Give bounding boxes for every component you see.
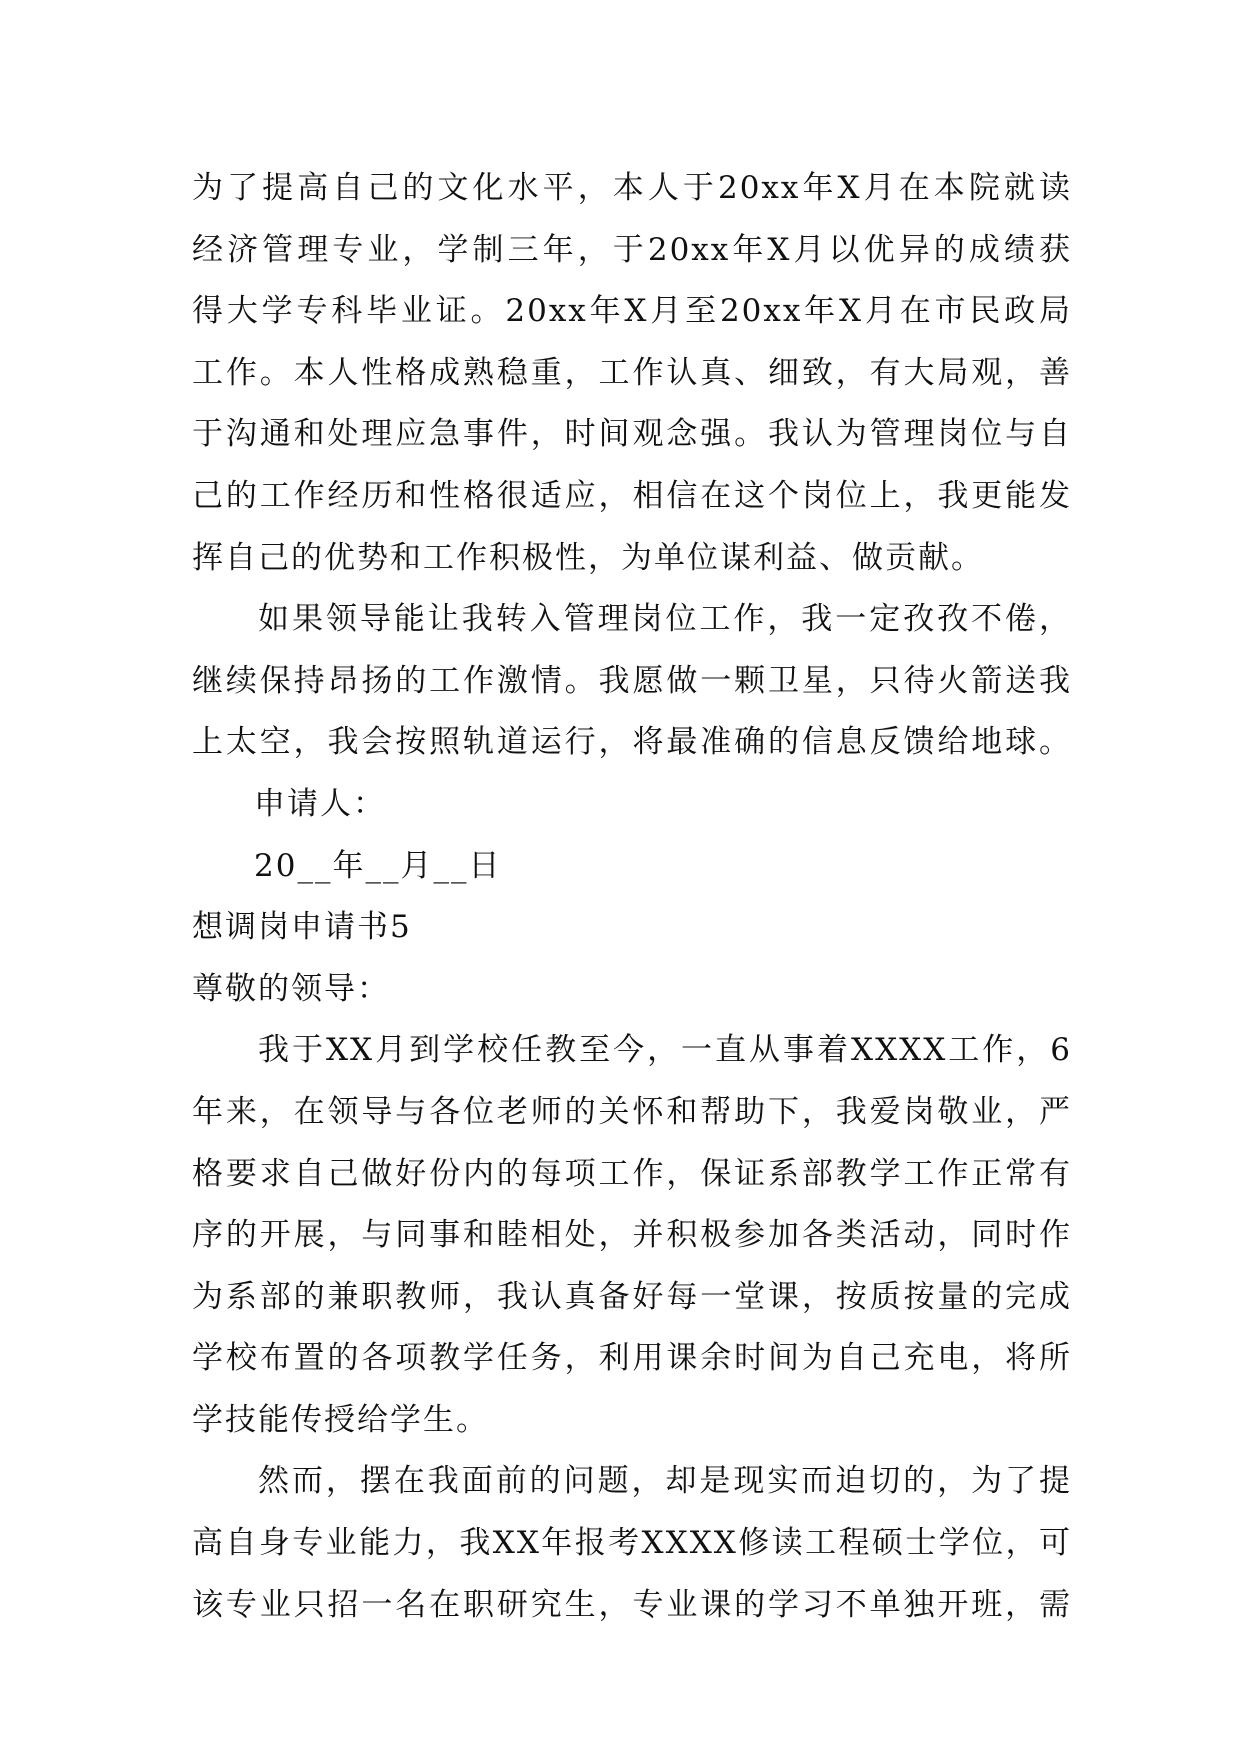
- document-body: [192, 158, 1072, 1636]
- text-line: 经济管理专业，学制三年，于20xx年X月以优异的成绩获: [192, 231, 1072, 268]
- text-line: 己的工作经历和性格很适应，相信在这个岗位上，我更能发: [192, 477, 1072, 514]
- salutation: 尊敬的领导：: [192, 970, 390, 1007]
- applicant-label: 申请人：: [254, 785, 386, 822]
- text-line: 然而，摆在我面前的问题，却是现实而迫切的，为了提: [258, 1463, 1072, 1500]
- text-line: 挥自己的优势和工作积极性，为单位谋利益、做贡献。: [192, 539, 984, 576]
- text-line: 如果领导能让我转入管理岗位工作，我一定孜孜不倦，: [258, 601, 1072, 638]
- text-line: 学校布置的各项教学任务，利用课余时间为自己充电，将所: [192, 1340, 1072, 1377]
- text-line: 高自身专业能力，我XX年报考XXXX修读工程硕士学位，可: [192, 1525, 1072, 1562]
- text-line: 格要求自己做好份内的每项工作，保证系部教学工作正常有: [192, 1155, 1072, 1192]
- text-line: 我于XX月到学校任教至今，一直从事着XXXX工作，6: [258, 1032, 1072, 1069]
- text-line: 得大学专科毕业证。20xx年X月至20xx年X月在市民政局: [192, 293, 1072, 330]
- text-line: 序的开展，与同事和睦相处，并积极参加各类活动，同时作: [192, 1217, 1072, 1254]
- text-line: 于沟通和处理应急事件，时间观念强。我认为管理岗位与自: [192, 416, 1072, 453]
- text-line: 为了提高自己的文化水平，本人于20xx年X月在本院就读: [192, 170, 1072, 206]
- text-line: 学技能传授给学生。: [192, 1401, 489, 1438]
- date-line: 20__年__月__日: [254, 847, 502, 884]
- text-line: 工作。本人性格成熟稳重，工作认真、细致，有大局观，善: [192, 354, 1072, 391]
- section-title: 想调岗申请书5: [192, 909, 412, 946]
- text-line: 该专业只招一名在职研究生，专业课的学习不单独开班，需: [192, 1586, 1072, 1623]
- text-line: 为系部的兼职教师，我认真备好每一堂课，按质按量的完成: [192, 1278, 1072, 1315]
- text-line: 继续保持昂扬的工作激情。我愿做一颗卫星，只待火箭送我: [192, 662, 1072, 699]
- text-line: 年来，在领导与各位老师的关怀和帮助下，我爱岗敬业，严: [192, 1093, 1072, 1130]
- text-line: 上太空，我会按照轨道运行，将最准确的信息反馈给地球。: [192, 724, 1072, 761]
